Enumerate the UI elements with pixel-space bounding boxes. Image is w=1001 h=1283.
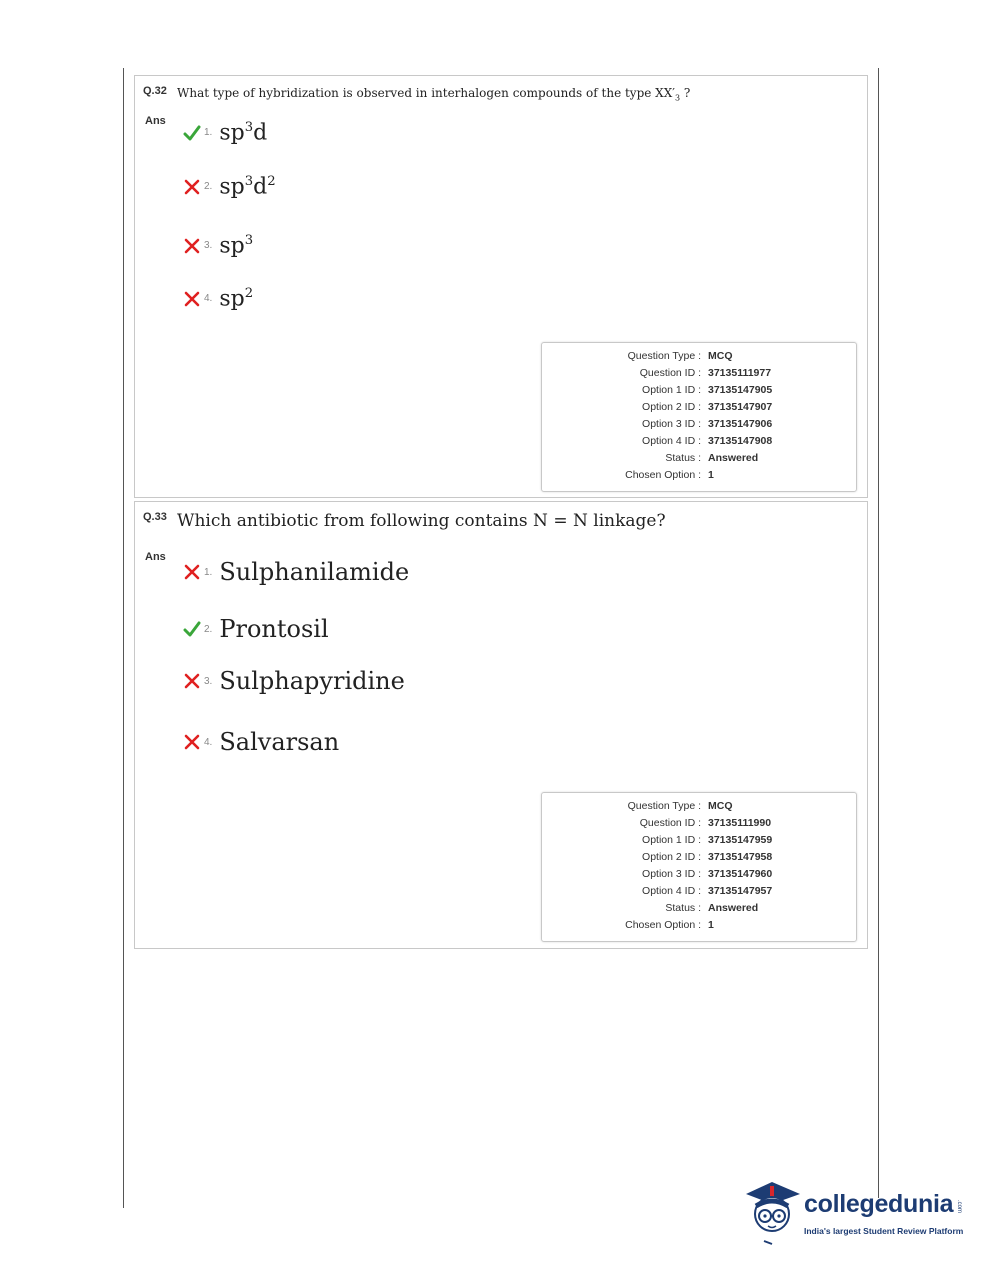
collegedunia-logo (742, 1176, 982, 1246)
page-border-left (123, 68, 124, 1208)
option-1[interactable]: 1. Sulphanilamide (183, 558, 409, 586)
cross-icon (183, 178, 201, 196)
meta-row: Question ID : 37135111990 (639, 817, 772, 829)
check-icon (183, 124, 201, 142)
option-text: Prontosil (219, 615, 329, 643)
cross-icon (183, 237, 201, 255)
option-text: Sulphanilamide (219, 558, 410, 586)
meta-row: Option 3 ID : 37135147960 (642, 868, 773, 880)
cross-icon (183, 733, 201, 751)
meta-row: Option 2 ID : 37135147907 (642, 401, 773, 413)
meta-row: Chosen Option : 1 (625, 919, 714, 931)
meta-row: Option 3 ID : 37135147906 (642, 418, 773, 430)
option-2[interactable]: 2. $sp^3d^2$ (183, 174, 276, 199)
option-4[interactable]: 4. Salvarsan (183, 728, 339, 756)
question-block-32 (134, 75, 868, 498)
meta-row: Option 4 ID : 37135147957 (642, 885, 773, 897)
question-block-33 (134, 501, 868, 949)
meta-row: Option 2 ID : 37135147958 (642, 851, 773, 863)
option-text: $sp^2$ (219, 286, 254, 312)
answer-label: Ans (145, 551, 166, 563)
question-number: Q.32 (143, 85, 167, 97)
option-3[interactable]: 3. Sulphapyridine (183, 667, 405, 695)
meta-row: Option 4 ID : 37135147908 (642, 435, 773, 447)
answer-label: Ans (145, 115, 166, 127)
option-text: Sulphapyridine (219, 667, 405, 695)
meta-row: Question ID : 37135111977 (639, 367, 772, 379)
question-text: What type of hybridization is observed in interhalogen compounds of the type $XX'_3$ ? (177, 86, 691, 103)
cross-icon (183, 672, 201, 690)
option-text: Salvarsan (219, 728, 340, 756)
brand-suffix: .com (956, 1200, 962, 1214)
brand-name: collegedunia (804, 1190, 954, 1218)
meta-row: Status : Answered (665, 902, 759, 914)
meta-row: Question Type : MCQ (627, 800, 733, 812)
question-meta-panel (541, 342, 857, 492)
option-1[interactable]: 1. $sp^3d$ (183, 120, 267, 145)
mascot-icon (742, 1176, 804, 1246)
option-3[interactable]: 3. $sp^3$ (183, 233, 253, 258)
brand-tagline: India's largest Student Review Platform (804, 1226, 964, 1236)
meta-row: Question Type : MCQ (627, 350, 733, 362)
option-text: $sp^3d$ (219, 120, 268, 146)
option-2[interactable]: 2. Prontosil (183, 615, 329, 643)
meta-row: Option 1 ID : 37135147905 (642, 384, 773, 396)
question-number: Q.33 (143, 511, 167, 523)
cross-icon (183, 290, 201, 308)
option-4[interactable]: 4. $sp^2$ (183, 286, 253, 311)
meta-row: Option 1 ID : 37135147959 (642, 834, 773, 846)
meta-row: Status : Answered (665, 452, 759, 464)
page-border-right (878, 68, 879, 1198)
option-text: $sp^3d^2$ (219, 174, 276, 200)
question-meta-panel (541, 792, 857, 942)
option-text: $sp^3$ (219, 233, 254, 259)
check-icon (183, 620, 201, 638)
meta-row: Chosen Option : 1 (625, 469, 714, 481)
cross-icon (183, 563, 201, 581)
question-text: Which antibiotic from following contains N = N linkage? (177, 511, 666, 531)
